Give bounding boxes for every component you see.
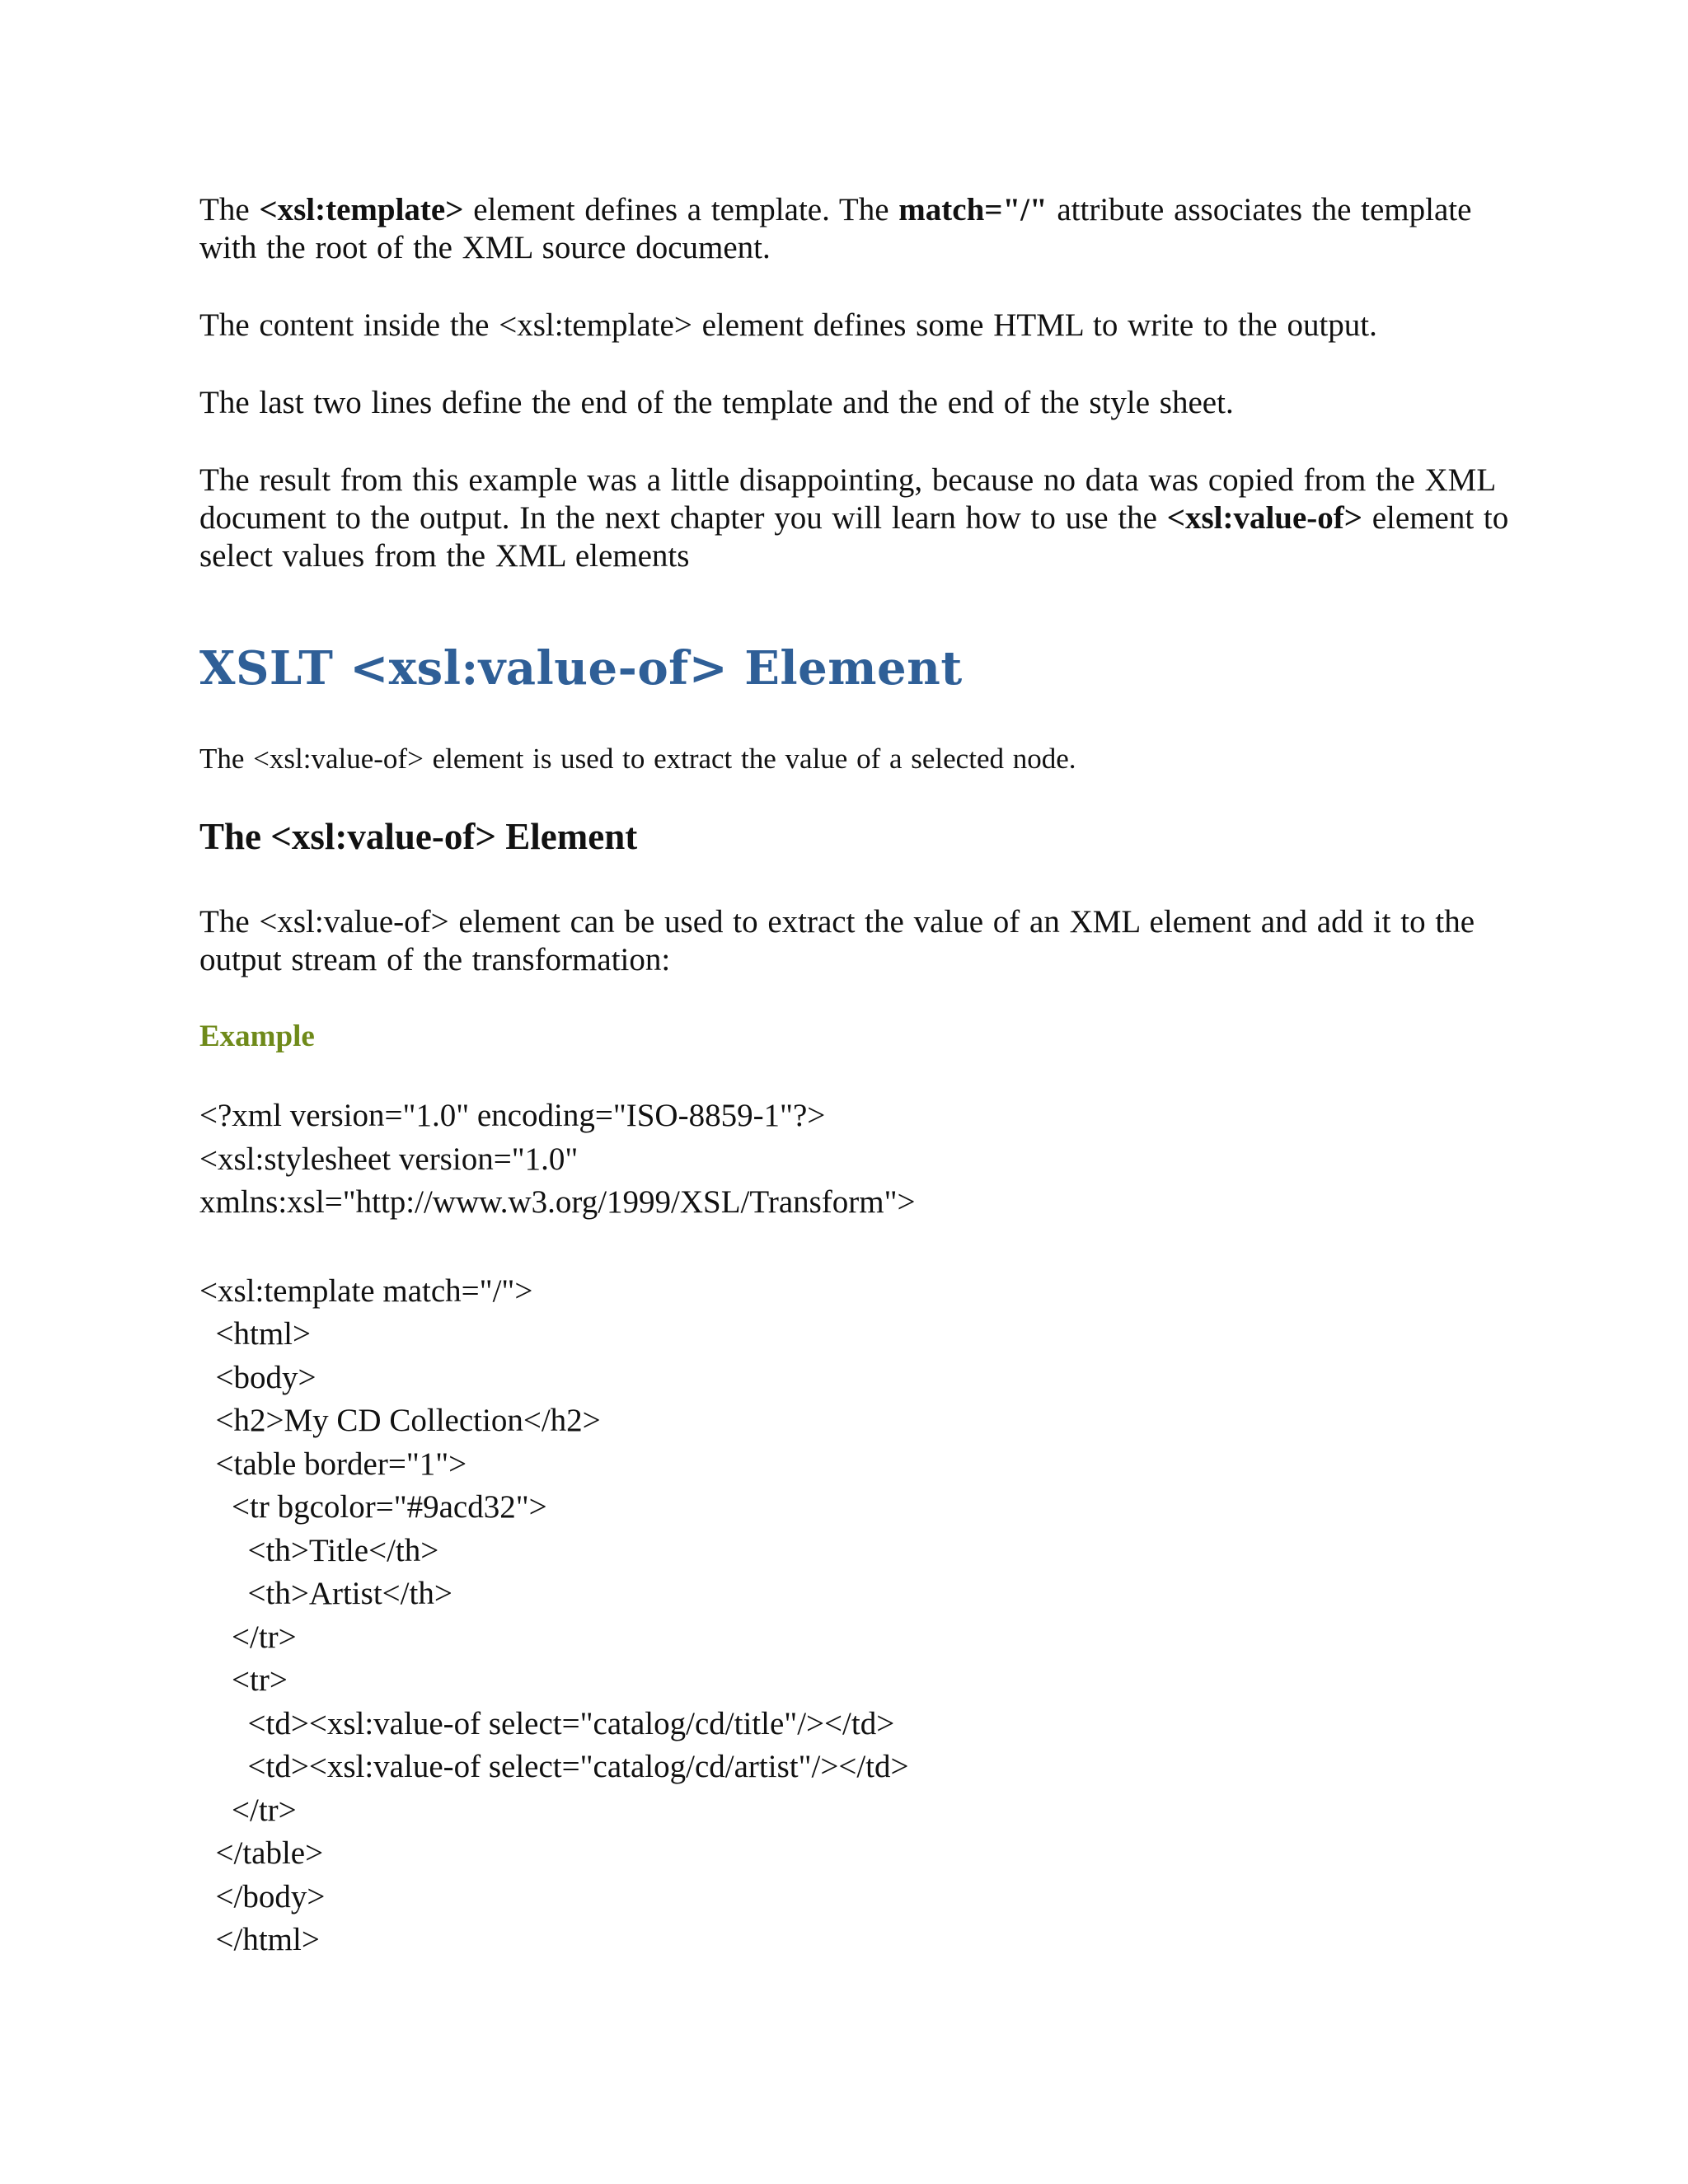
code-line: </html> xyxy=(199,1922,320,1957)
code-line: <table border="1"> xyxy=(199,1446,467,1482)
p1-xsl-template-code: <xsl:template> xyxy=(259,192,464,227)
code-line: <tr bgcolor="#9acd32"> xyxy=(199,1489,547,1525)
code-line: <h2>My CD Collection</h2> xyxy=(199,1403,601,1438)
section-heading: XSLT <xsl:value-of> Element xyxy=(199,641,963,696)
code-line: <html> xyxy=(199,1316,311,1352)
p1-text-a: The xyxy=(199,192,250,227)
code-line: <td><xsl:value-of select="catalog/cd/title"/></td> xyxy=(199,1705,895,1741)
code-line: </table> xyxy=(199,1835,324,1871)
p4-text-c: element to select values from the XML elements xyxy=(199,500,1509,574)
code-line: <xsl:stylesheet version="1.0" xyxy=(199,1141,579,1177)
p1-match-code: match="/" xyxy=(898,192,1048,227)
code-example xyxy=(199,1094,1518,1962)
p4-text-a: The result from this example was a little disappointing, because no data was copied from the XML document to the output. In the next chapter you will learn how to use the xyxy=(199,462,1495,536)
paragraph-result xyxy=(199,462,1518,575)
code-line: <?xml version="1.0" encoding="ISO-8859-1"?> xyxy=(199,1098,826,1133)
p1-text-e: attribute associates the template with the root of the XML source document. xyxy=(199,192,1472,265)
example-label: Example xyxy=(199,1019,315,1053)
code-line: </tr> xyxy=(199,1619,297,1655)
page-content xyxy=(199,191,1518,1962)
code-blank-line xyxy=(199,1225,1518,1270)
subheading: The <xsl:value-of> Element xyxy=(199,816,638,857)
p1-text-c: element defines a template. The xyxy=(473,192,889,227)
code-line: xmlns:xsl="http://www.w3.org/1999/XSL/Transform"> xyxy=(199,1184,916,1220)
code-line: <xsl:template match="/"> xyxy=(199,1272,533,1309)
p4-value-of-code: <xsl:value-of> xyxy=(1166,500,1362,536)
code-line: </body> xyxy=(199,1878,326,1915)
paragraph-xsl-template xyxy=(199,191,1518,267)
paragraph-last-lines: The last two lines define the end of the template and the end of the style sheet. xyxy=(199,385,1234,420)
code-line: <body> xyxy=(199,1359,316,1395)
code-line: </tr> xyxy=(199,1792,297,1828)
code-line: <th>Title</th> xyxy=(199,1532,439,1568)
code-line: <tr> xyxy=(199,1662,288,1698)
paragraph-template-content: The content inside the <xsl:template> element defines some HTML to write to the output. xyxy=(199,307,1377,343)
code-line: <td><xsl:value-of select="catalog/cd/artist"/></td> xyxy=(199,1749,909,1784)
section-intro: The <xsl:value-of> element is used to extract the value of a selected node. xyxy=(199,743,1076,775)
subheading-paragraph: The <xsl:value-of> element can be used to extract the value of an XML element and add it to the output stream of the transformation: xyxy=(199,904,1475,977)
code-line: <th>Artist</th> xyxy=(199,1576,452,1611)
